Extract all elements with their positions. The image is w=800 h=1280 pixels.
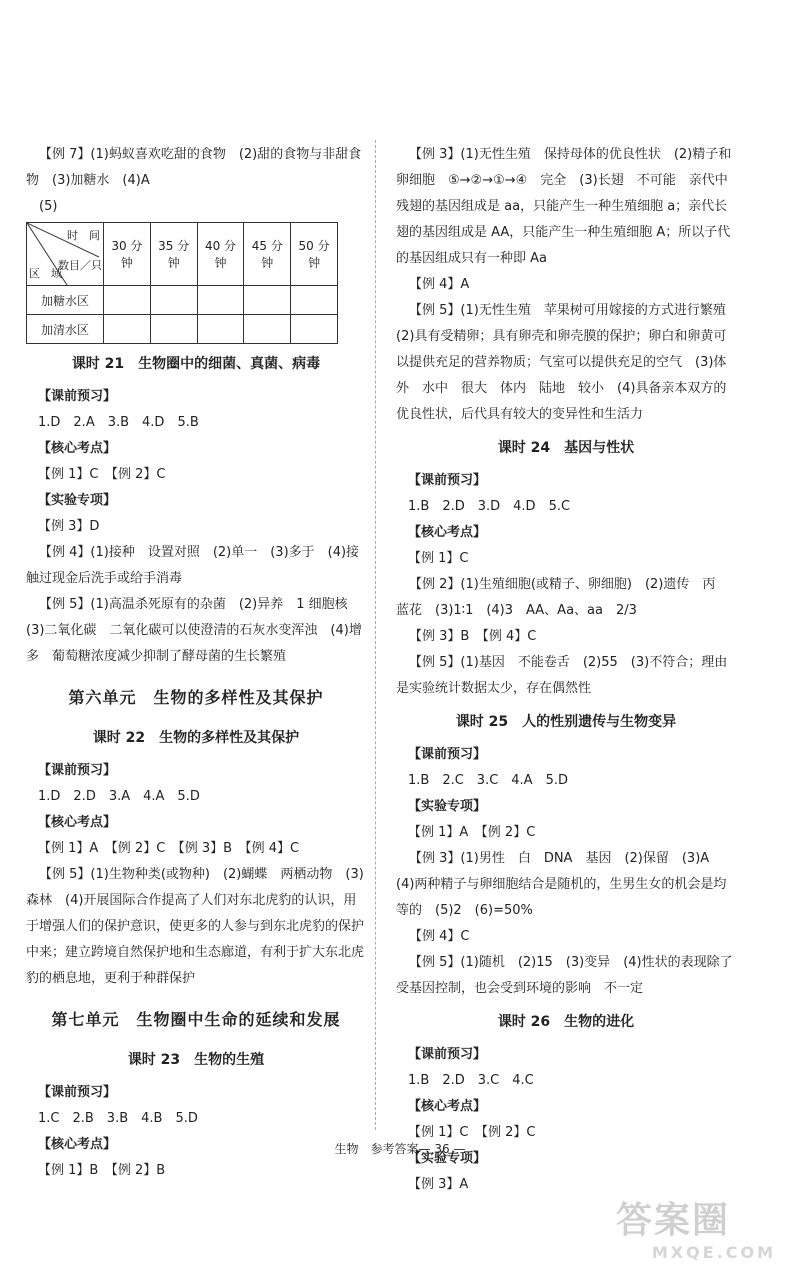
answer-paragraph: 【例 3】(1)男性 白 DNA 基因 (2)保留 (3)A (4)两种精子与卵细胞结合是随机的，生男生女的机会是均等的 (5)2 (6)=50% bbox=[396, 851, 727, 918]
answer-line: 【例 3】B 【例 4】C bbox=[409, 629, 537, 644]
answer-line: 1.B 2.D 3.C 4.C bbox=[408, 1073, 534, 1088]
section-heading: 【实验专项】 bbox=[38, 493, 117, 508]
answer-line: 【例 1】A 【例 2】C bbox=[408, 825, 536, 840]
section-heading: 【核心考点】 bbox=[38, 815, 117, 830]
diag-label-time: 时 间 bbox=[67, 229, 100, 242]
lesson-25-title: 课时 25 人的性别遗传与生物变异 bbox=[455, 714, 677, 730]
watermark-text: 答案圈 bbox=[616, 1200, 731, 1241]
answer-paragraph: 【例 5】(1)生物种类(或物种) (2)蝴蝶 两栖动物 (3)森林 (4)开展国际合作提高了人们对东北虎豹的认识，用于增强人们的保护意识，使更多的人参与到东北虎豹的保护中来；建立跨境自然保护地和生态廊道，有利于扩大东北虎豹的栖息地，更利于种群保护 bbox=[26, 867, 365, 986]
section-heading: 【核心考点】 bbox=[408, 1099, 487, 1114]
section-heading: 【核心考点】 bbox=[38, 441, 117, 456]
section-heading: 【核心考点】 bbox=[408, 525, 487, 540]
section-heading: 【课前预习】 bbox=[38, 763, 117, 778]
section-heading: 【课前预习】 bbox=[38, 1085, 117, 1100]
lesson-22-title: 课时 22 生物的多样性及其保护 bbox=[92, 730, 300, 746]
answer-paragraph: 【例 5】(1)无性生殖 苹果树可用嫁接的方式进行繁殖 (2)具有受精卵；具有卵壳和卵壳膜的保护；卵白和卵黄可以提供充足的营养物质；气室可以提供充足的空气 (3)体外 水中 很大 体内 陆地 较小 (4)具备亲本双方的优良性状，后代具有较大的变异性和生活力 bbox=[396, 303, 739, 422]
page-footer: 生物 参考答案— 36 — bbox=[334, 1142, 466, 1156]
answer-line: 1.D 2.D 3.A 4.A 5.D bbox=[38, 789, 200, 804]
col-header: 50 分钟 bbox=[291, 223, 338, 286]
lesson-21-title: 课时 21 生物圈中的细菌、真菌、病毒 bbox=[71, 356, 321, 372]
unit-6-title: 第六单元 生物的多样性及其保护 bbox=[68, 688, 324, 707]
row-header: 加糖水区 bbox=[27, 286, 104, 315]
answer-line: 【例 4】C bbox=[409, 929, 470, 944]
left-column bbox=[26, 142, 366, 1184]
answer-paragraph: 【例 2】(1)生殖细胞(或精子、卵细胞) (2)遗传 丙 蓝花 (3)1∶1 (4)3 AA、Aa、aa 2/3 bbox=[396, 577, 729, 618]
answer-paragraph: 【例 3】(1)无性生殖 保持母体的优良性状 (2)精子和卵细胞 ⑤→②→①→④ 完全 (3)长翅 不可能 亲代中残翅的基因组成是 aa，只能产生一种生殖细胞 a；亲代长翅的基因组成是 AA，只能产生一种生殖细胞 A；所以子代的基因组成只有一种即 Aa bbox=[396, 147, 732, 266]
answer-line: 1.C 2.B 3.B 4.B 5.D bbox=[38, 1111, 198, 1126]
section-heading: 【核心考点】 bbox=[38, 1137, 117, 1152]
watermark-url: MXQE.COM bbox=[651, 1243, 776, 1262]
table-row bbox=[27, 286, 338, 315]
section-heading: 【实验专项】 bbox=[408, 799, 487, 814]
row-header: 加清水区 bbox=[27, 315, 104, 344]
answer-line: 【例 1】C 【例 2】C bbox=[408, 1125, 536, 1140]
col-header: 40 分钟 bbox=[197, 223, 244, 286]
answer-line: 1.B 2.D 3.D 4.D 5.C bbox=[408, 499, 571, 514]
col-header: 35 分钟 bbox=[150, 223, 197, 286]
answer-paragraph: 【例 4】(1)接种 设置对照 (2)单一 (3)多于 (4)接触过现金后洗手或给手消毒 bbox=[26, 545, 360, 586]
section-heading: 【实验专项】 bbox=[408, 1151, 487, 1166]
section-heading: 【课前预习】 bbox=[408, 1047, 487, 1062]
record-table bbox=[26, 222, 338, 344]
answer-line: 【例 1】A 【例 2】C 【例 3】B 【例 4】C bbox=[38, 841, 300, 856]
answer-paragraph: 【例 5】(1)基因 不能卷舌 (2)55 (3)不符合；理由是实验统计数据太少，存在偶然性 bbox=[396, 655, 728, 696]
section-heading: 【课前预习】 bbox=[38, 389, 117, 404]
answer-line: 【例 1】C bbox=[408, 551, 469, 566]
column-divider bbox=[375, 140, 376, 1130]
diag-label-region: 区 域 bbox=[29, 267, 62, 280]
table-diagonal-header bbox=[27, 223, 104, 286]
answer-line: 【例 3】A bbox=[408, 1177, 469, 1192]
watermark-logo bbox=[616, 1192, 786, 1272]
col-header: 45 分钟 bbox=[244, 223, 291, 286]
table-row bbox=[27, 315, 338, 344]
answer-line: 1.B 2.C 3.C 4.A 5.D bbox=[408, 773, 568, 788]
section-heading: 【课前预习】 bbox=[408, 473, 487, 488]
answer-line: 【例 1】B 【例 2】B bbox=[38, 1163, 166, 1178]
lesson-23-title: 课时 23 生物的生殖 bbox=[127, 1052, 265, 1068]
lesson-24-title: 课时 24 基因与性状 bbox=[497, 440, 635, 456]
example-7-answer: 【例 7】(1)蚂蚁喜欢吃甜的食物 (2)甜的食物与非甜食物 (3)加糖水 (4)A bbox=[26, 147, 362, 188]
answer-line: 【例 3】D bbox=[38, 519, 100, 534]
unit-7-title: 第七单元 生物圈中生命的延续和发展 bbox=[51, 1010, 341, 1029]
answer-paragraph: 【例 5】(1)高温杀死原有的杂菌 (2)异养 1 细胞核 (3)二氧化碳 二氧化碳可以使澄清的石灰水变浑浊 (4)增多 葡萄糖浓度减少抑制了酵母菌的生长繁殖 bbox=[26, 597, 362, 664]
answer-line: 【例 4】A bbox=[409, 277, 470, 292]
example-7-part5: (5) bbox=[39, 199, 58, 214]
answer-paragraph: 【例 5】(1)随机 (2)15 (3)变异 (4)性状的表现除了受基因控制，也会受到环境的影响 不一定 bbox=[396, 955, 733, 996]
answer-line: 【例 1】C 【例 2】C bbox=[38, 467, 166, 482]
section-heading: 【课前预习】 bbox=[408, 747, 487, 762]
col-header: 30 分钟 bbox=[104, 223, 151, 286]
lesson-26-title: 课时 26 生物的进化 bbox=[497, 1014, 635, 1030]
answer-line: 1.D 2.A 3.B 4.D 5.B bbox=[38, 415, 199, 430]
diag-label-count: 数目／只 bbox=[58, 259, 102, 272]
right-column bbox=[396, 142, 739, 1198]
